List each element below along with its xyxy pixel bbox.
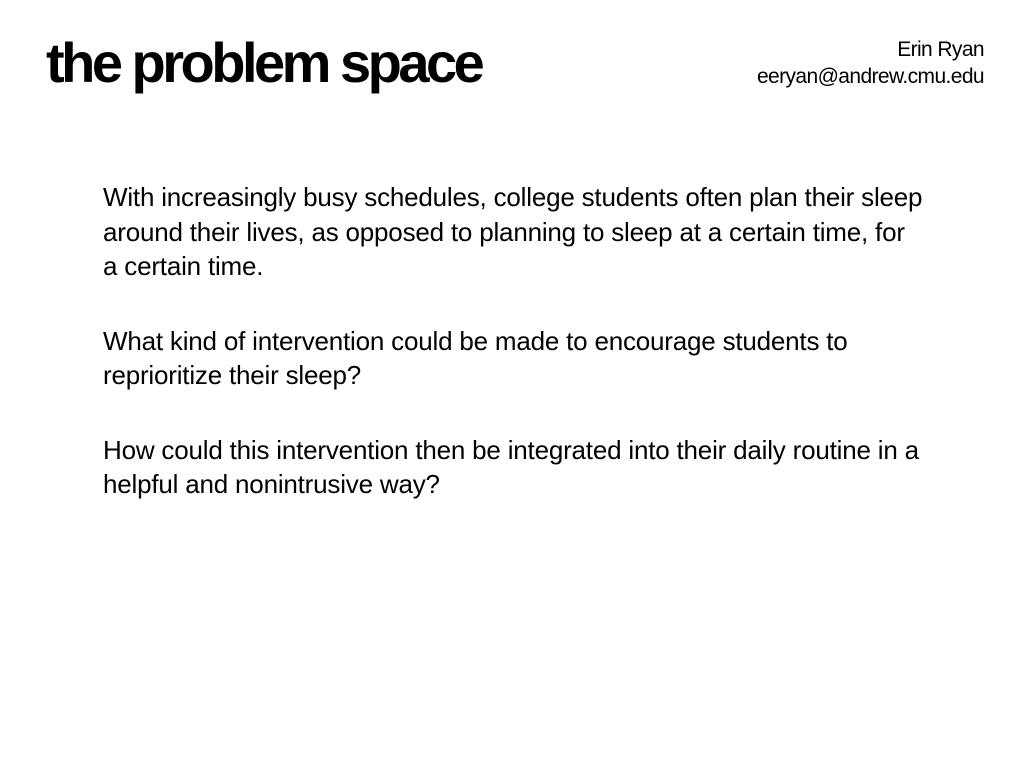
author-name: Erin Ryan: [897, 38, 984, 61]
slide-title: the problem space: [46, 31, 482, 94]
paragraph-question-intervention: What kind of intervention could be made to encourage students to reprioritize their sleep?: [103, 325, 848, 390]
paragraph-context: With increasingly busy schedules, college students often plan their sleep around their lives, as opposed to planning to sleep at a certain time, for a certain time.: [103, 182, 923, 281]
paragraph-question-integration: How could this intervention then be integrated into their daily routine in a helpful and nonintrusive way?: [103, 434, 919, 499]
slide-body: [103, 180, 923, 542]
author-block: [757, 36, 984, 90]
author-email: eeryan@andrew.cmu.edu: [756, 65, 984, 88]
